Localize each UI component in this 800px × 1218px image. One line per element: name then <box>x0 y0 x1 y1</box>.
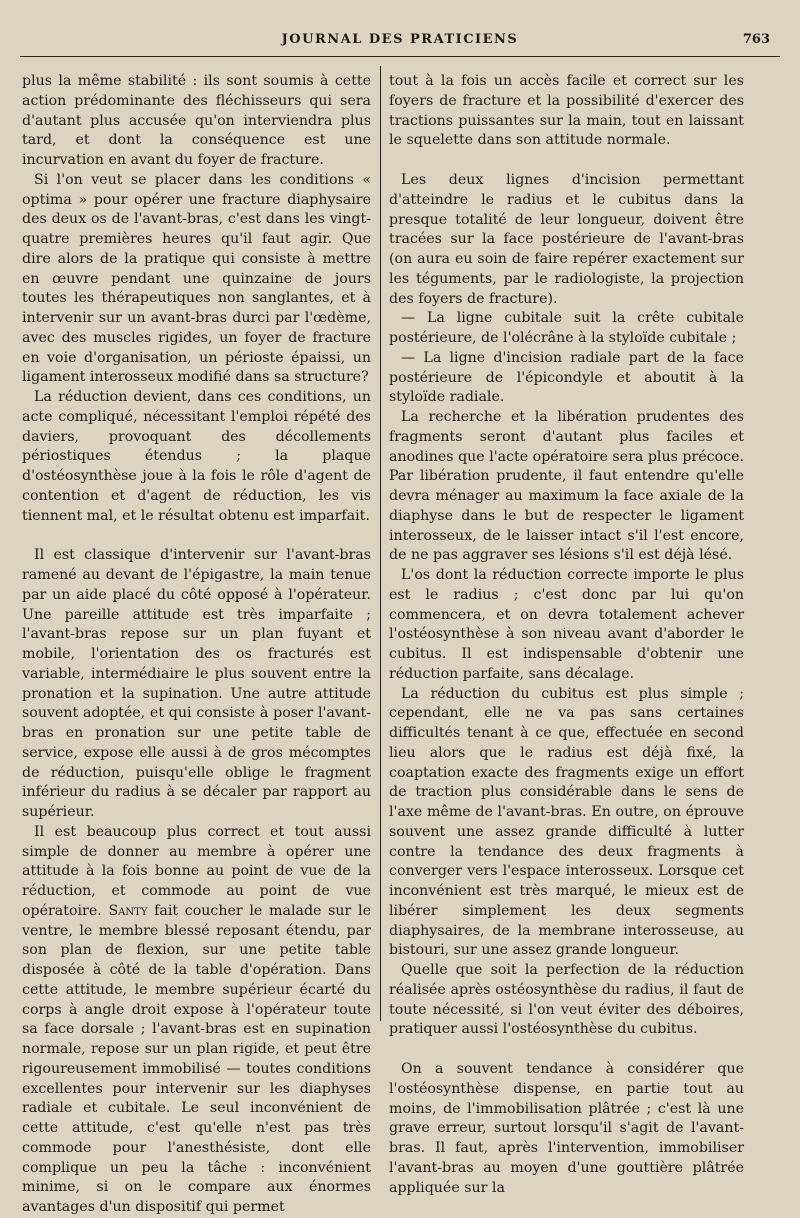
header-rule <box>20 56 780 57</box>
section-gap <box>22 526 371 546</box>
column-divider <box>380 66 381 1021</box>
paragraph: La réduction du cubitus est plus simple ; cependant, elle ne va pas sans certaines difficultés tenant à ce que, effectuée en second lieu alors que le radius est déjà fixé, la coaptation exacte des fragments exige un effort de traction plus considérable dans le sens de l'axe même de l'avant-bras. En outre, on éprouve souvent une assez grande difficulté à lutter contre la tendance des deux fragments à converger vers l'espace interosseux. Lorsque cet inconvénient est très marqué, le mieux est de libérer simplement les deux segments diaphysaires, de la membrane interosseuse, au bistouri, sur une assez grande longueur. <box>389 685 744 959</box>
page-number: 763 <box>742 32 770 47</box>
paragraph: tout à la fois un accès facile et correct sur les foyers de fracture et la possibilité d'exercer des tractions puissantes sur la main, tout en laissant le squelette dans son attitude normale. <box>389 73 744 149</box>
paragraph: On a souvent tendance à considérer que l'ostéosynthèse dispense, en partie tout au moins, de l'immobilisation plâtrée ; c'est là une grave erreur, surtout lorsqu'il s'agit de l'avant-bras. Il faut, après l'intervention, immobiliser l'avant-bras au moyen d'une gouttière plâtrée appliquée sur la <box>389 1061 744 1196</box>
paragraph-text: fait coucher le malade sur le ventre, le membre blessé reposant étendu, par son plan de flexion, sur une petite table disposée à côté de la table d'opération. Dans cette attitude, le membre supérieur écarté du corps à angle droit expose à l'opérateur toute sa face dorsale ; l'avant-bras est en supination normale, repose sur un plan rigide, et peut être rigoureusement immobilisé — toutes conditions excellentes pour intervenir sur les diaphyses radiale et cubitale. Le seul inconvénient de cette attitude, c'est qu'elle n'est pas très commode pour l'anesthésiste, dont elle complique un peu la tâche : inconvénient minime, si on le compare aux énormes avantages d'un dispositif qui permet <box>22 902 371 1215</box>
paragraph: Les deux lignes d'incision permettant d'atteindre le radius et le cubitus dans la presque totalité de leur longueur, doivent être tracées sur la face postérieure de l'avant-bras (on aura eu soin de faire repérer exactement sur les téguments, par le radiologiste, la projection des foyers de fracture). <box>389 172 744 307</box>
left-column <box>22 72 371 1218</box>
right-column <box>389 72 744 1198</box>
section-gap <box>389 1040 744 1060</box>
paragraph: plus la même stabilité : ils sont soumis à cette action prédominante des fléchisseurs qui sera d'autant plus accusée qu'on interviendra plus tard, et dont la conséquence est une incurvation en avant du foyer de fracture. <box>22 73 371 168</box>
paragraph: La réduction devient, dans ces conditions, un acte compliqué, nécessitant l'emploi répété des daviers, provoquant des décollements périostiques étendus ; la plaque d'ostéosynthèse joue à la fois le rôle d'agent de contention et d'agent de réduction, les vis tiennent mal, et le résultat obtenu est imparfait. <box>22 389 371 524</box>
section-gap <box>389 151 744 171</box>
running-title: JOURNAL DES PRATICIENS <box>281 32 519 47</box>
paragraph-text: Il est beaucoup plus correct et tout aussi simple de donner au membre à opérer une attitude à la fois bonne au point de vue de la réduction, et commode au point de vue opératoire. <box>22 823 371 919</box>
author-name: Santy <box>108 902 148 919</box>
paragraph: — La ligne d'incision radiale part de la face postérieure de l'épicondyle et aboutit à la styloïde radiale. <box>389 349 744 406</box>
paragraph: Il est classique d'intervenir sur l'avant-bras ramené au devant de l'épigastre, la main tenue par un aide placé du côté opposé à l'opérateur. Une pareille attitude est très imparfaite ; l'avant-bras repose sur un plan fuyant et mobile, l'orientation des os fracturés est variable, intermédiaire le plus souvent entre la pronation et la supination. Une autre attitude souvent adoptée, et qui consiste à poser l'avant-bras en pronation sur une petite table de service, expose elle aussi à de gros mécomptes de réduction, puisqu'elle oblige le fragment inférieur du radius à se décaler par rapport au supérieur. <box>22 547 371 820</box>
paragraph <box>22 823 371 1218</box>
paragraph: La recherche et la libération prudentes des fragments seront d'autant plus faciles et anodines que l'acte opératoire sera plus précoce. Par libération prudente, il faut entendre qu'elle devra ménager au maximum la face axiale de la diaphyse dans le but de respecter le ligament interosseux, de le laisser intact s'il l'est encore, de ne pas aggraver ses lésions s'il est déjà lésé. <box>389 409 744 564</box>
paragraph: — La ligne cubitale suit la crête cubitale postérieure, de l'olécrâne à la styloïde cubitale ; <box>389 310 744 346</box>
paragraph: Si l'on veut se placer dans les conditions « optima » pour opérer une fracture diaphysaire des deux os de l'avant-bras, c'est dans les vingt-quatre premières heures qu'il faut agir. Que dire alors de la pratique qui consiste à mettre en œuvre pendant une quinzaine de jours toutes les thérapeutiques non sanglantes, et à intervenir sur un avant-bras durci par l'œdème, avec des muscles rigides, un foyer de fracture en voie d'organisation, un périoste épaissi, un ligament interosseux modifié dans sa structure? <box>22 171 371 386</box>
paragraph: L'os dont la réduction correcte importe le plus est le radius ; c'est donc par lui qu'on commencera, et on devra totalement achever l'ostéosynthèse à son niveau avant d'aborder le cubitus. Il est indispensable d'obtenir une réduction parfaite, sans décalage. <box>389 567 744 682</box>
paragraph: Quelle que soit la perfection de la réduction réalisée après ostéosynthèse du radius, il faut de toute nécessité, si l'on veut éviter des déboires, pratiquer aussi l'ostéosynthèse du cubitus. <box>389 962 744 1038</box>
page-header <box>30 32 770 56</box>
